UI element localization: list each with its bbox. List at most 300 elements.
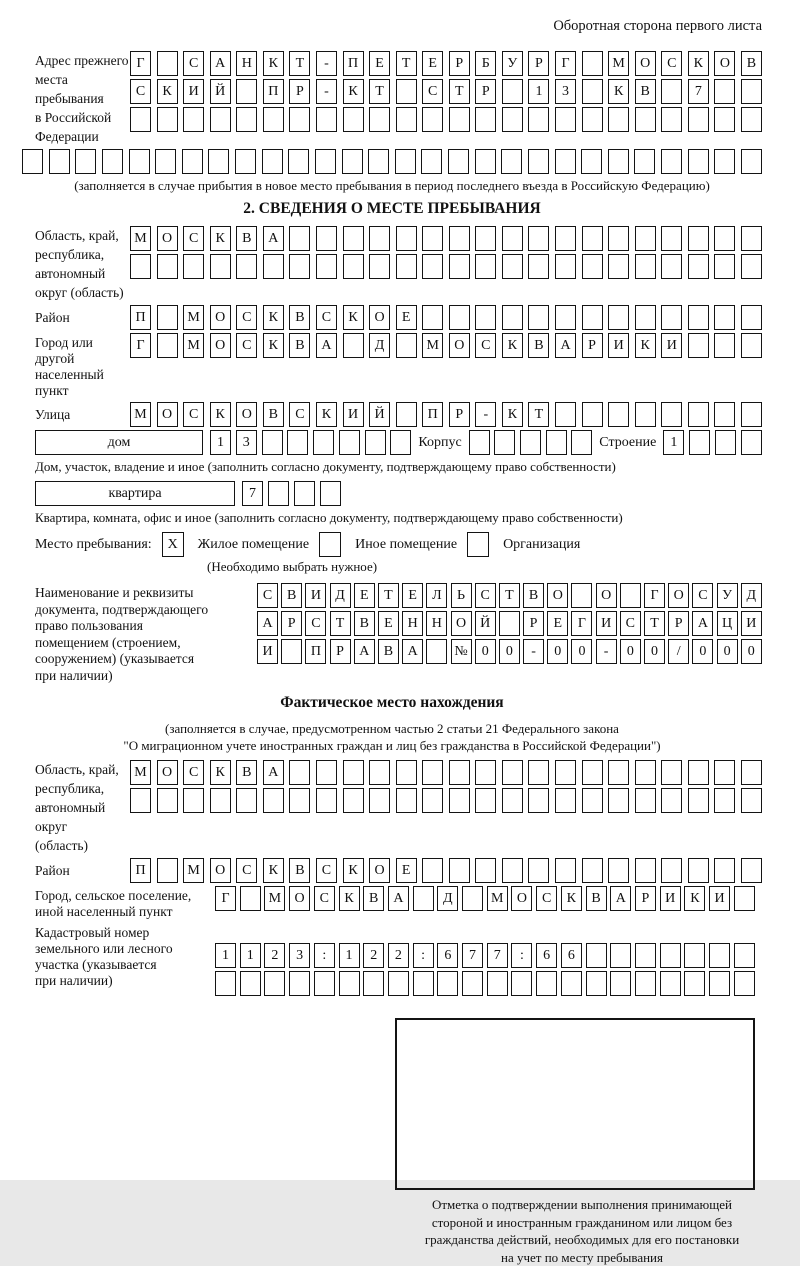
char-cell: В [236,760,257,785]
empty-cell [263,254,284,279]
char-cell: 7 [462,943,483,968]
char-cell: Н [426,611,447,636]
empty-cell [661,760,682,785]
char-cell: 0 [571,639,592,664]
empty-cell [449,760,470,785]
document-row-1 [257,583,762,608]
empty-cell [22,149,43,174]
empty-cell [734,886,755,911]
cadastral-cells [215,943,755,996]
empty-cell [289,107,310,132]
char-cell: С [183,402,204,427]
char-cell: О [157,226,178,251]
empty-cell [396,402,417,427]
empty-cell [586,943,607,968]
char-cell: С [305,611,326,636]
char-cell: В [263,402,284,427]
empty-cell [236,79,257,104]
empty-cell [236,254,257,279]
char-cell: А [692,611,713,636]
char-cell: К [635,333,656,358]
char-cell: М [608,51,629,76]
prev-address-row-1 [130,51,762,76]
char-cell: В [354,611,375,636]
prev-address-row-3 [130,107,762,132]
empty-cell [555,760,576,785]
empty-cell [741,254,762,279]
empty-cell [741,107,762,132]
char-cell: 3 [555,79,576,104]
char-cell: Р [523,611,544,636]
empty-cell [635,858,656,883]
empty-cell [582,788,603,813]
char-cell: А [210,51,231,76]
apartment-type-box: квартира [35,481,235,506]
char-cell: К [688,51,709,76]
empty-cell [528,107,549,132]
fact-district-label: Район [35,863,70,878]
char-cell: К [339,886,360,911]
empty-cell [157,858,178,883]
district-cells [130,305,762,330]
char-cell: А [402,639,423,664]
actual-location-caption-1: (заполняется в случае, предусмотренном частью 2 статьи 21 Федерального закона [165,721,619,736]
char-cell: 1 [210,430,231,455]
empty-cell [714,79,735,104]
empty-cell [396,107,417,132]
char-cell: С [475,333,496,358]
char-cell: 0 [644,639,665,664]
char-cell: Г [644,583,665,608]
document-cells [257,583,762,664]
street-cells [130,402,762,427]
char-cell: О [157,760,178,785]
empty-cell [422,788,443,813]
char-cell: О [547,583,568,608]
char-cell: О [714,51,735,76]
empty-cell [475,788,496,813]
empty-cell [608,226,629,251]
empty-cell [262,149,283,174]
char-cell: У [717,583,738,608]
empty-cell [422,858,443,883]
empty-cell [688,788,709,813]
char-cell: С [236,858,257,883]
empty-cell [396,226,417,251]
prev-address-block [22,51,762,146]
stroenie-cells [663,430,762,455]
empty-cell [582,305,603,330]
confirmation-mark-caption: Отметка о подтверждении выполнения принимающей стороной и иностранным гражданином или лицом без гражданства действий, необходимых для его постановки на учет по месту пребывания [424,1197,740,1265]
char-cell: Е [369,51,390,76]
empty-cell [396,254,417,279]
char-cell: А [555,333,576,358]
char-cell: К [343,305,364,330]
empty-cell [289,760,310,785]
empty-cell [210,107,231,132]
empty-cell [289,788,310,813]
char-cell: О [289,886,310,911]
empty-cell [635,760,656,785]
empty-cell [157,107,178,132]
empty-cell [741,760,762,785]
empty-cell [582,760,603,785]
empty-cell [635,305,656,330]
char-cell: Т [289,51,310,76]
empty-cell [343,760,364,785]
empty-cell [546,430,567,455]
char-cell: К [210,760,231,785]
char-cell: В [741,51,762,76]
empty-cell [289,226,310,251]
char-cell: К [316,402,337,427]
street-label: Улица [35,407,71,422]
char-cell: Г [130,51,151,76]
char-cell: С [536,886,557,911]
char-cell: А [388,886,409,911]
document-block [22,583,762,684]
empty-cell [157,333,178,358]
empty-cell [157,51,178,76]
empty-cell [475,305,496,330]
char-cell: К [210,226,231,251]
char-cell: И [661,333,682,358]
empty-cell [501,149,522,174]
char-cell: 0 [475,639,496,664]
empty-cell [555,107,576,132]
empty-cell [422,254,443,279]
char-cell: - [523,639,544,664]
empty-cell [661,107,682,132]
char-cell: П [263,79,284,104]
empty-cell [661,254,682,279]
char-cell: И [709,886,730,911]
apartment-row [22,481,762,506]
char-cell: В [236,226,257,251]
char-cell: 0 [620,639,641,664]
empty-cell [210,254,231,279]
empty-cell [635,971,656,996]
char-cell: М [130,402,151,427]
empty-cell [635,107,656,132]
empty-cell [422,107,443,132]
empty-cell [449,107,470,132]
checkbox-organization [467,532,489,557]
char-cell: М [130,760,151,785]
char-cell: Й [369,402,390,427]
empty-cell [288,149,309,174]
char-cell: Ь [451,583,472,608]
region-label: Область, край, республика, автономный округ (область) [35,228,124,300]
char-cell: О [369,858,390,883]
char-cell: О [210,858,231,883]
empty-cell [660,943,681,968]
district-row [22,305,762,330]
empty-cell [502,107,523,132]
char-cell: Е [396,305,417,330]
house-number-cells [210,430,411,455]
empty-cell [236,107,257,132]
char-cell: 0 [741,639,762,664]
empty-cell [130,788,151,813]
char-cell: С [422,79,443,104]
empty-cell [734,943,755,968]
char-cell: 1 [339,943,360,968]
empty-cell [287,430,308,455]
empty-cell [714,333,735,358]
empty-cell [388,971,409,996]
char-cell: Е [378,611,399,636]
char-cell: 7 [242,481,263,506]
empty-cell [555,226,576,251]
empty-cell [555,402,576,427]
fact-city-label: Город, сельское поселение, иной населенный пункт [35,888,192,919]
empty-cell [369,788,390,813]
char-cell: - [596,639,617,664]
char-cell: - [316,79,337,104]
city-cells [130,333,762,358]
char-cell: С [183,51,204,76]
empty-cell [555,149,576,174]
empty-cell [395,149,416,174]
char-cell: С [661,51,682,76]
street-row [22,402,762,427]
empty-cell [494,430,515,455]
char-cell: Г [130,333,151,358]
checkbox-residential: X [162,532,184,557]
char-cell: : [413,943,434,968]
empty-cell [437,971,458,996]
char-cell: К [210,402,231,427]
empty-cell [661,226,682,251]
empty-cell [714,402,735,427]
empty-cell [157,788,178,813]
char-cell: / [668,639,689,664]
char-cell: М [183,858,204,883]
empty-cell [688,402,709,427]
empty-cell [396,79,417,104]
char-cell: 2 [264,943,285,968]
empty-cell [610,943,631,968]
empty-cell [281,639,302,664]
cadastral-label: Кадастровый номер земельного или лесного участка (указывается при наличии) [35,925,173,988]
char-cell: С [257,583,278,608]
empty-cell [582,402,603,427]
char-cell: Й [475,611,496,636]
empty-cell [661,858,682,883]
char-cell: А [354,639,375,664]
char-cell: И [741,611,762,636]
char-cell: Е [396,858,417,883]
empty-cell [369,226,390,251]
stay-option-organization: Организация [503,536,581,552]
empty-cell [263,788,284,813]
char-cell: Р [449,402,470,427]
char-cell: П [130,858,151,883]
char-cell: Т [644,611,665,636]
empty-cell [608,107,629,132]
empty-cell [289,971,310,996]
char-cell: Г [571,611,592,636]
char-cell: К [608,79,629,104]
fact-region-row-2 [130,788,762,813]
empty-cell [511,971,532,996]
empty-cell [620,583,641,608]
char-cell: Е [547,611,568,636]
empty-cell [555,858,576,883]
empty-cell [561,971,582,996]
empty-cell [316,226,337,251]
document-row-2 [257,611,762,636]
corner-note: Оборотная сторона первого листа [553,18,762,34]
char-cell: В [523,583,544,608]
char-cell: С [236,333,257,358]
char-cell: М [183,305,204,330]
empty-cell [502,254,523,279]
empty-cell [741,79,762,104]
empty-cell [235,149,256,174]
cadastral-row-2 [215,971,755,996]
empty-cell [130,107,151,132]
empty-cell [368,149,389,174]
empty-cell [487,971,508,996]
fact-region-block [22,760,762,855]
stay-type-row [22,532,762,557]
empty-cell [320,481,341,506]
char-cell: В [378,639,399,664]
char-cell: И [596,611,617,636]
empty-cell [182,149,203,174]
empty-cell [688,107,709,132]
char-cell: К [343,79,364,104]
char-cell: В [289,305,310,330]
char-cell: С [692,583,713,608]
apartment-cells [242,481,341,506]
empty-cell [369,107,390,132]
empty-cell [448,149,469,174]
empty-cell [608,254,629,279]
empty-cell [475,226,496,251]
char-cell: Н [402,611,423,636]
empty-cell [661,788,682,813]
document-label: Наименование и реквизиты документа, подтверждающего право пользования помещением (строением, сооружением) (указывается при наличии) [35,585,209,683]
char-cell: Е [354,583,375,608]
empty-cell [528,254,549,279]
char-cell: Г [215,886,236,911]
document-row-3 [257,639,762,664]
house-caption: Дом, участок, владение и иное (заполнить согласно документу, подтверждающему право собственности) [35,459,616,474]
empty-cell [422,226,443,251]
empty-cell [608,305,629,330]
char-cell: У [502,51,523,76]
empty-cell [339,971,360,996]
region-row-1 [130,226,762,251]
char-cell: Т [369,79,390,104]
char-cell: А [316,333,337,358]
empty-cell [421,149,442,174]
empty-cell [684,971,705,996]
char-cell: С [236,305,257,330]
empty-cell [536,971,557,996]
char-cell: К [263,333,284,358]
char-cell: П [422,402,443,427]
char-cell: - [316,51,337,76]
empty-cell [262,430,283,455]
empty-cell [635,226,656,251]
char-cell: В [289,333,310,358]
empty-cell [689,430,710,455]
char-cell: С [183,226,204,251]
empty-cell [264,971,285,996]
empty-cell [635,402,656,427]
empty-cell [608,858,629,883]
empty-cell [502,788,523,813]
empty-cell [688,858,709,883]
empty-cell [129,149,150,174]
empty-cell [396,333,417,358]
empty-cell [502,858,523,883]
checkbox-other-premises [319,532,341,557]
empty-cell [449,226,470,251]
empty-cell [268,481,289,506]
char-cell: 7 [487,943,508,968]
char-cell: О [449,333,470,358]
empty-cell [688,305,709,330]
empty-cell [475,107,496,132]
empty-cell [314,971,335,996]
empty-cell [210,788,231,813]
char-cell: Д [369,333,390,358]
actual-location-caption-2: "О миграционном учете иностранных граждан и лиц без гражданства в Российской Федерации") [123,738,661,753]
district-label: Район [35,310,70,325]
char-cell: 3 [236,430,257,455]
char-cell: Р [289,79,310,104]
char-cell: С [475,583,496,608]
empty-cell [475,858,496,883]
fact-district-cells [130,858,762,883]
char-cell: Т [396,51,417,76]
empty-cell [688,254,709,279]
char-cell: Т [378,583,399,608]
empty-cell [714,149,735,174]
empty-cell [316,788,337,813]
empty-cell [635,943,656,968]
char-cell: О [369,305,390,330]
prev-address-caption: (заполняется в случае прибытия в новое место пребывания в период последнего въезда в Российскую Федерацию) [74,178,710,193]
empty-cell [155,149,176,174]
char-cell: В [363,886,384,911]
empty-cell [741,788,762,813]
empty-cell [183,254,204,279]
char-cell: Е [402,583,423,608]
actual-location-title: Фактическое место нахождения [280,694,504,711]
section2-title: 2. СВЕДЕНИЯ О МЕСТЕ ПРЕБЫВАНИЯ [243,200,541,217]
empty-cell [608,402,629,427]
empty-cell [499,611,520,636]
char-cell: О [668,583,689,608]
empty-cell [462,971,483,996]
empty-cell [608,760,629,785]
char-cell: 1 [528,79,549,104]
char-cell: Д [741,583,762,608]
char-cell: О [635,51,656,76]
empty-cell [709,971,730,996]
empty-cell [581,149,602,174]
char-cell: С [316,305,337,330]
empty-cell [475,760,496,785]
empty-cell [528,760,549,785]
char-cell: М [422,333,443,358]
